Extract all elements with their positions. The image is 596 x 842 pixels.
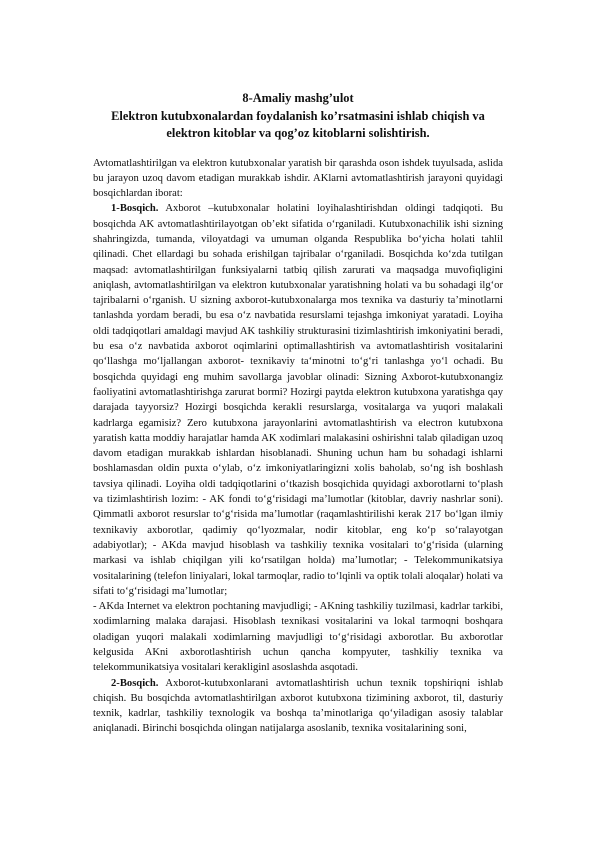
stage2-text: Axborot-kutubxonlarani avtomatlashtirish uchun texnik topshiriqni ishlab chiqish. Bu bosqichda avtomatlashtirilgan axborot kutubxona tizimining axborot, til, dasturiy texnik, kadrlar, tashkiliy texnologik va boshqa ta’minotlariga qo‘yiladigan asosiy talablar aniqlanadi. Birinchi bosqichda olingan natijalarga asoslanib, texnika vositalarining soni, [93, 677, 503, 735]
stage1-text: Axborot –kutubxonalar holatini loyihalashtirishdan oldingi tadqiqoti. Bu bosqichda AK avtomatlashtirilayotgan ob’ekt sifatida o‘rganiladi. Kutubxonachilik ishi sizning shahringizda, tumanda, viloyatdagi va umuman olganda Respublika bo‘yicha holati tahlil qilinadi. Chet ellardagi bu sohada erishilgan tajribalar o‘rganiladi. Bosqichda ko‘zda tutilgan maqsad: avtomatlashtirilgan funksiyalarni tatbiq qilish zarurati va maqsadga muvofiqligini aniqlash, avtomatlashtirilgan va elektron kutubxonalar yaratishning holati va bu sohadagi ilg‘or tajribalarni o‘rganish. U sizning axborot-kutubxonalarga mos texnika va dasturiy ta’minotlarni tanlashda yordam beradi, bu esa o‘z navbatida resurslami tejashga imkoniyat yaratadi. Loyiha oldi tadqiqotlari amaldagi mavjud AK tashkiliy strukturasini tizimlashtirish imkoniyatini beradi, bu esa o‘z navbatida axborot oqimlarini optimallashtirish va avtomatlashtirish vositalarini qo‘llashga mo‘ljallangan axborot- texnikaviy ta‘minotni to‘g‘ri tanlashga yo‘l ochadi. Bu bosqichda quyidagi eng muhim savollarga javoblar olinadi: Sizning Axborot-kutubxonangiz faoliyatini avtomatlashtirishga zarurat bormi? Hozirgi paytda elektron kutubxona yaratishga qay darajada tayyorsiz? Hozirgi bosqichda kerakli resurslarga, vositalarga va yuqori malakali kadrlarga egamisiz? Zero kutubxona jarayonlarini avtomatlashtirish va electron kutubxona yaratish katta moddiy harajatlar hamda AK xodimlari malakasini oshirishni talab qiladigan uzoq davom etadigan murakkab ishlardan hisoblanadi. Shuning uchun ham bu sohadagi ishlarni boshlamasdan oldin puxta o‘ylab, o‘z imkoniyatlaringizni xolis baholab, so‘ng ish boshlash tavsiya qilinadi. Loyiha oldi tadqiqotlarini o‘tkazish bosqichida quyidagi axborotlarni to‘plash va tizimlashtirish lozim: - AK fondi to‘g‘risidagi ma’lumotlar (kitoblar, davriy nashrlar soni). Qimmatli axborot resurslar to‘g‘risida ma’lumotlar (raqamlashtirilishi kerak 217 bo‘lgan ilmiy texnikaviy axborotlar, qadimiy qo‘lyozmalar, nodir kitoblar, eng ko‘p so‘ralayotgan adabiyotlar); - AKda mavjud hisoblash va tashkiliy texnika vositalari to‘g‘risida (ularning markasi va ishlab chiqilgan yili ko‘rsatilgan holda) ma’lumotlar; - Telekommunikatsiya vositalarining (telefon liniyalari, lokal tarmoqlar, radio to‘lqinli va optik tolali aloqalar) holati va sifati to‘g‘risidagi ma’lumotlar; [93, 203, 503, 597]
stage1-label: 1-Bosqich. [111, 203, 159, 215]
title-line-1: 8-Amaliy mashg’ulot [242, 91, 354, 105]
stage2-label: 2-Bosqich. [111, 677, 159, 689]
stage2-paragraph [93, 676, 503, 737]
title-line-3: elektron kitoblar va qog’oz kitoblarni solishtirish. [166, 126, 430, 140]
document-page [93, 90, 503, 737]
title-spacer [93, 143, 503, 156]
internet-paragraph: - AKda Internet va elektron pochtaning mavjudligi; - AKning tashkiliy tuzilmasi, kadrlar tarkibi, xodimlarning malaka darajasi. Hisoblash texnikasi vositalarini va lokal tarmoqni boshqara oladigan yuqori malakali xodimlarning mavjudligi to‘g‘risidagi axborotlar. Bu axborotlar kelgusida AKni axborotlashtirish uchun qancha kompyuter, tashkiliy texnika va telekommunikatsiya vositalari kerakliginl asoslashda asqotadi. [93, 601, 503, 674]
title-line-2: Elektron kutubxonalardan foydalanish ko’rsatmasini ishlab chiqish va [111, 108, 485, 123]
stage1-paragraph [93, 201, 503, 599]
intro-paragraph: Avtomatlashtirilgan va elektron kutubxonalar yaratish bir qarashda oson ishdek tuyulsada, aslida bu jarayon uzoq davom etadigan murakkab ishdir. AKlarni avtomatlashtirish jarayoni quyidagi bosqichlardan iborat: [93, 157, 503, 200]
document-title [93, 90, 503, 143]
